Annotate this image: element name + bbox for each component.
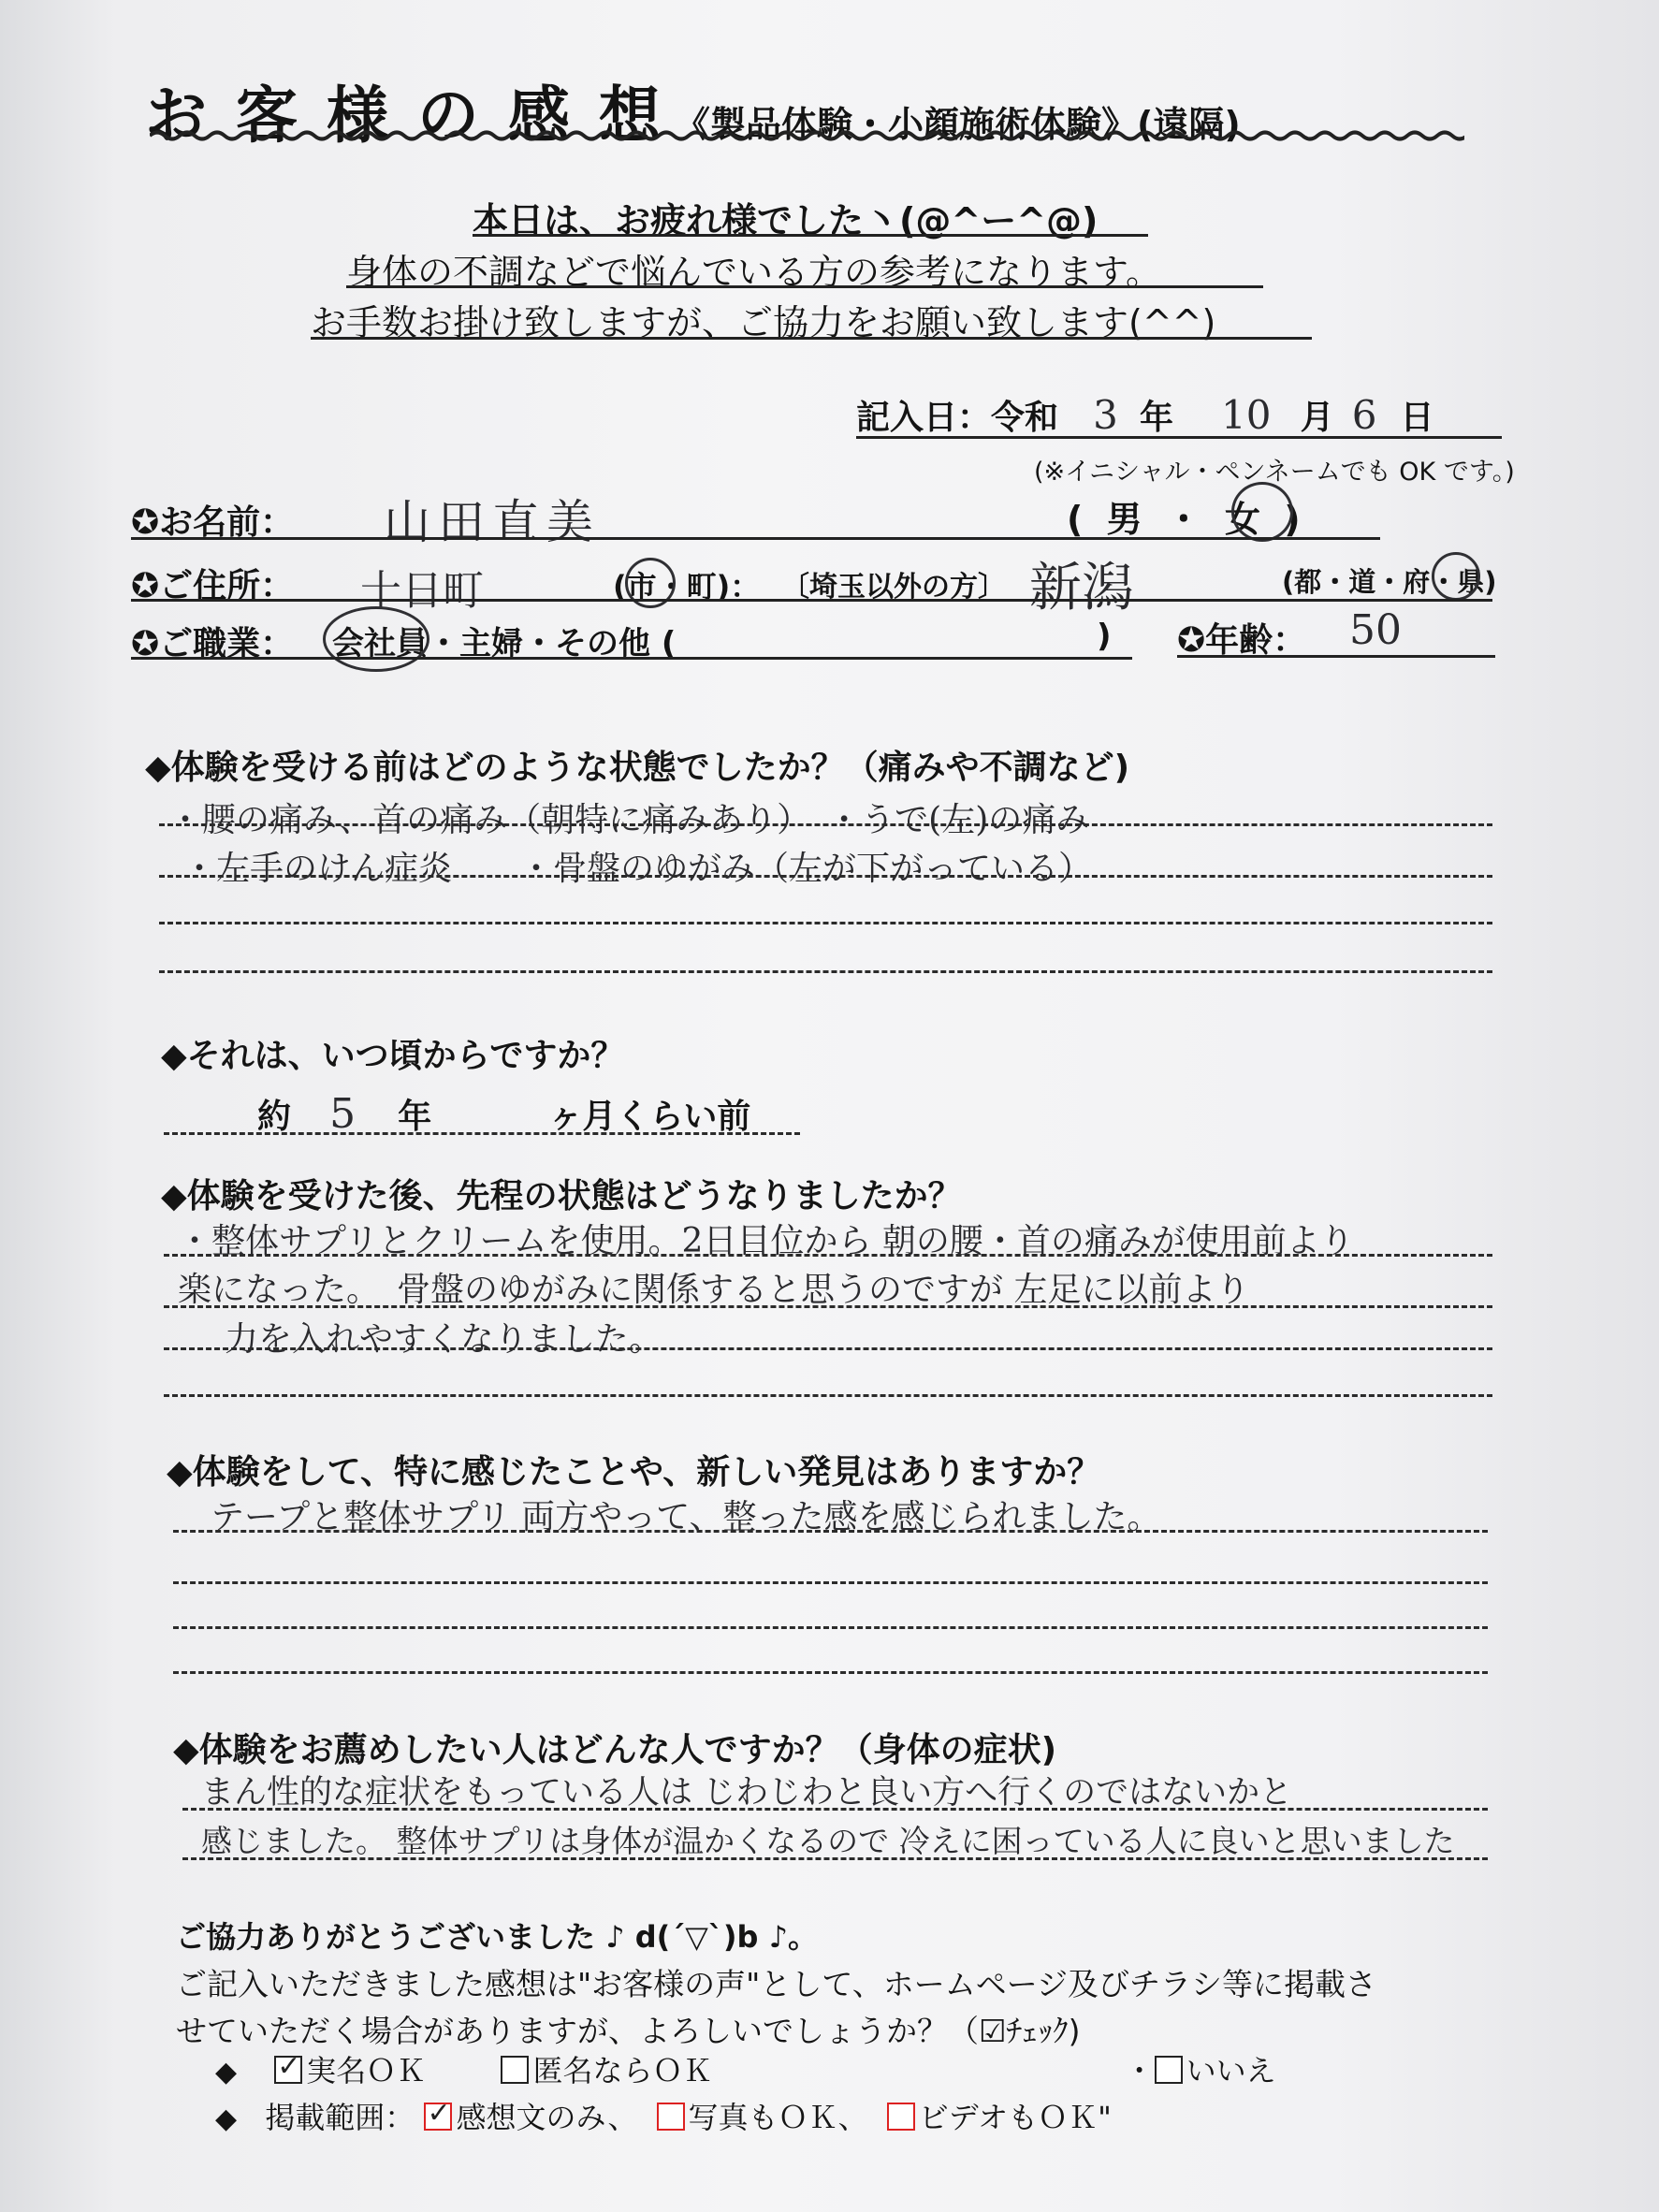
intro-underline-3 [311, 337, 1312, 340]
scope-photo[interactable] [657, 2100, 868, 2135]
q3-line-3 [164, 1347, 1492, 1350]
q5-question: ◆体験をお薦めしたい人はどんな人ですか？（身体の症状) [173, 1731, 1057, 1769]
q2-answer [257, 1090, 750, 1138]
scope-photo-checkbox[interactable] [657, 2103, 685, 2131]
title-text: お 客 様 の 感 想 [145, 80, 664, 152]
name-note: (※イニシャル・ペンネームでも OK です。) [1034, 458, 1515, 487]
age-label: ✪年齢： [1177, 621, 1307, 660]
scope-text-only[interactable] [424, 2100, 637, 2135]
q5-answer-1[interactable]: まん性的な症状をもっている人は じわじわと良い方へ行くのではないかと [201, 1774, 1293, 1812]
scope-diamond-icon: ◆ [215, 2103, 238, 2135]
occupation-underline [131, 657, 1132, 660]
option-anonymous[interactable] [501, 2053, 712, 2088]
intro-line-2: 身体の不調などで悩んでいる方の参考になります。 [346, 252, 1161, 293]
q3-question: ◆体験を受けた後、先程の状態はどうなりましたか？ [161, 1177, 962, 1215]
q1-line-4 [159, 970, 1492, 973]
real-name-checkbox[interactable] [274, 2056, 302, 2084]
q4-answer-1[interactable]: テープと整体サプリ 両方やって、整った感を感じられました。 [211, 1498, 1161, 1536]
q3-answer-2[interactable]: 楽になった。 骨盤のゆがみに関係すると思うのですが 左足に以前より [178, 1271, 1250, 1309]
q5-line-2 [182, 1857, 1488, 1860]
q2-prefix: 約 [257, 1098, 292, 1136]
q2-months-suffix: ヶ月くらい前 [548, 1098, 751, 1136]
scope-text-label: 感想文のみ、 [456, 2100, 638, 2135]
gender-selected-circle [1231, 482, 1293, 542]
greeting-underline [473, 234, 1148, 237]
date-row [856, 391, 1434, 439]
q5-answer-2[interactable]: 感じました。 整体サプリは身体が温かくなるので 冷えに困っている人に良いと思いました [201, 1823, 1455, 1859]
title-subtitle: 《製品体験・小顔施術体験》(遠隔) [674, 104, 1241, 145]
scope-video[interactable] [887, 2100, 1112, 2135]
scope-row [215, 2094, 1112, 2137]
no-checkbox[interactable] [1155, 2056, 1183, 2084]
scope-text-checkbox[interactable] [424, 2103, 452, 2131]
scope-label: 掲載範囲： [265, 2100, 415, 2135]
address-underline [131, 599, 1492, 602]
occupation-selected-circle [323, 606, 429, 672]
q1-line-2 [159, 875, 1492, 878]
q3-line-2 [164, 1305, 1492, 1308]
date-year-unit: 年 [1139, 399, 1173, 437]
name-value[interactable]: 山田直美 [384, 495, 601, 549]
occupation-close: ) [1097, 618, 1112, 655]
date-day-unit: 日 [1400, 399, 1434, 437]
q2-question: ◆それは、いつ頃からですか？ [161, 1037, 625, 1075]
q3-line-4 [164, 1394, 1492, 1397]
age-value[interactable]: 50 [1349, 606, 1402, 654]
real-name-label: 実名ＯＫ [306, 2053, 427, 2088]
intro-line-3: お手数お掛け致しますが、ご協力をお願い致します(^^) [311, 302, 1216, 343]
q1-line-1 [159, 823, 1492, 826]
date-day[interactable]: 6 [1351, 392, 1377, 438]
q1-answer-2[interactable]: ・左手のけん症炎 ・骨盤のゆがみ（左が下がっている） [182, 850, 1093, 888]
address-prefecture-value[interactable]: 新潟 [1029, 558, 1134, 618]
footer-line-3: せていただく場合がありますが、よろしいでしょうか？（☑ﾁｪｯｸ) [176, 2013, 1081, 2049]
option-real-name[interactable] [274, 2053, 426, 2088]
date-label: 記入日：令和 [856, 399, 1059, 437]
q3-line-1 [164, 1254, 1492, 1257]
date-month[interactable]: 10 [1221, 392, 1272, 438]
scope-video-label: ビデオもＯＫ" [918, 2100, 1112, 2135]
option-no[interactable]: ・ いいえ [1124, 2053, 1276, 2088]
address-value[interactable]: 十日町 [360, 567, 484, 615]
q4-line-3 [173, 1626, 1488, 1629]
q4-line-4 [173, 1671, 1488, 1674]
date-underline [856, 436, 1502, 439]
name-label: ✪お名前： [131, 503, 295, 542]
q1-line-3 [159, 922, 1492, 924]
q4-question: ◆体験をして、特に感じたことや、新しい発見はありますか？ [167, 1453, 1101, 1492]
q3-answer-3[interactable]: 力を入れやすくなりました。 [225, 1320, 663, 1359]
q2-years[interactable]: 5 [329, 1090, 357, 1138]
no-label: いいえ [1186, 2053, 1276, 2088]
q4-line-1 [173, 1530, 1488, 1533]
name-underline [131, 537, 1380, 540]
gender-options[interactable]: ( 男 ・ 女 ) [1067, 499, 1306, 540]
scope-photo-label: 写真もＯＫ、 [688, 2100, 868, 2135]
occupation-label: ✪ご職業： [131, 625, 295, 663]
footer-line-2: ご記入いただきました感想は"お客様の声"として、ホームページ及びチラシ等に掲載さ [176, 1966, 1377, 2002]
q1-question: ◆体験を受ける前はどのような状態でしたか？（痛みや不調など) [145, 749, 1130, 787]
q2-line [164, 1132, 800, 1135]
date-month-unit: 月 [1300, 399, 1334, 437]
address-other-label: 〔埼玉以外の方〕 [781, 571, 1006, 604]
consent-options-row [215, 2047, 1276, 2090]
greeting-line: 本日は、お疲れ様でした丶(@^ー^@) [473, 200, 1099, 241]
anonymous-checkbox[interactable] [501, 2056, 529, 2084]
date-year[interactable]: 3 [1093, 392, 1118, 438]
q3-answer-1[interactable]: ・整体サプリとクリームを使用。2日目位から 朝の腰・首の痛みが使用前より [178, 1222, 1354, 1260]
occupation-options[interactable]: 会社員・主婦・その他 ( [332, 625, 677, 662]
consent-diamond-icon: ◆ [215, 2056, 238, 2088]
title-wavy-underline [150, 129, 1464, 142]
footer-thanks: ご協力ありがとうございました ♪ d(´▽`)b ♪。 [176, 1919, 818, 1955]
q1-answer-1[interactable]: ・腰の痛み、首の痛み（朝特に痛みあり） ・うで(左)の痛み [168, 801, 1090, 839]
q4-line-2 [173, 1581, 1488, 1584]
intro-underline-2 [346, 285, 1263, 288]
age-underline [1177, 655, 1495, 658]
anonymous-label: 匿名ならＯＫ [532, 2053, 713, 2088]
scope-video-checkbox[interactable] [887, 2103, 915, 2131]
q2-year-unit: 年 [398, 1098, 432, 1136]
address-label: ✪ご住所： [131, 567, 295, 605]
address-pref-options[interactable]: (都・道・府・県) [1282, 566, 1497, 598]
pref-selected-circle [1432, 552, 1480, 601]
q5-line-1 [182, 1808, 1488, 1811]
address-city-town[interactable]: (市・町)： [613, 569, 761, 604]
